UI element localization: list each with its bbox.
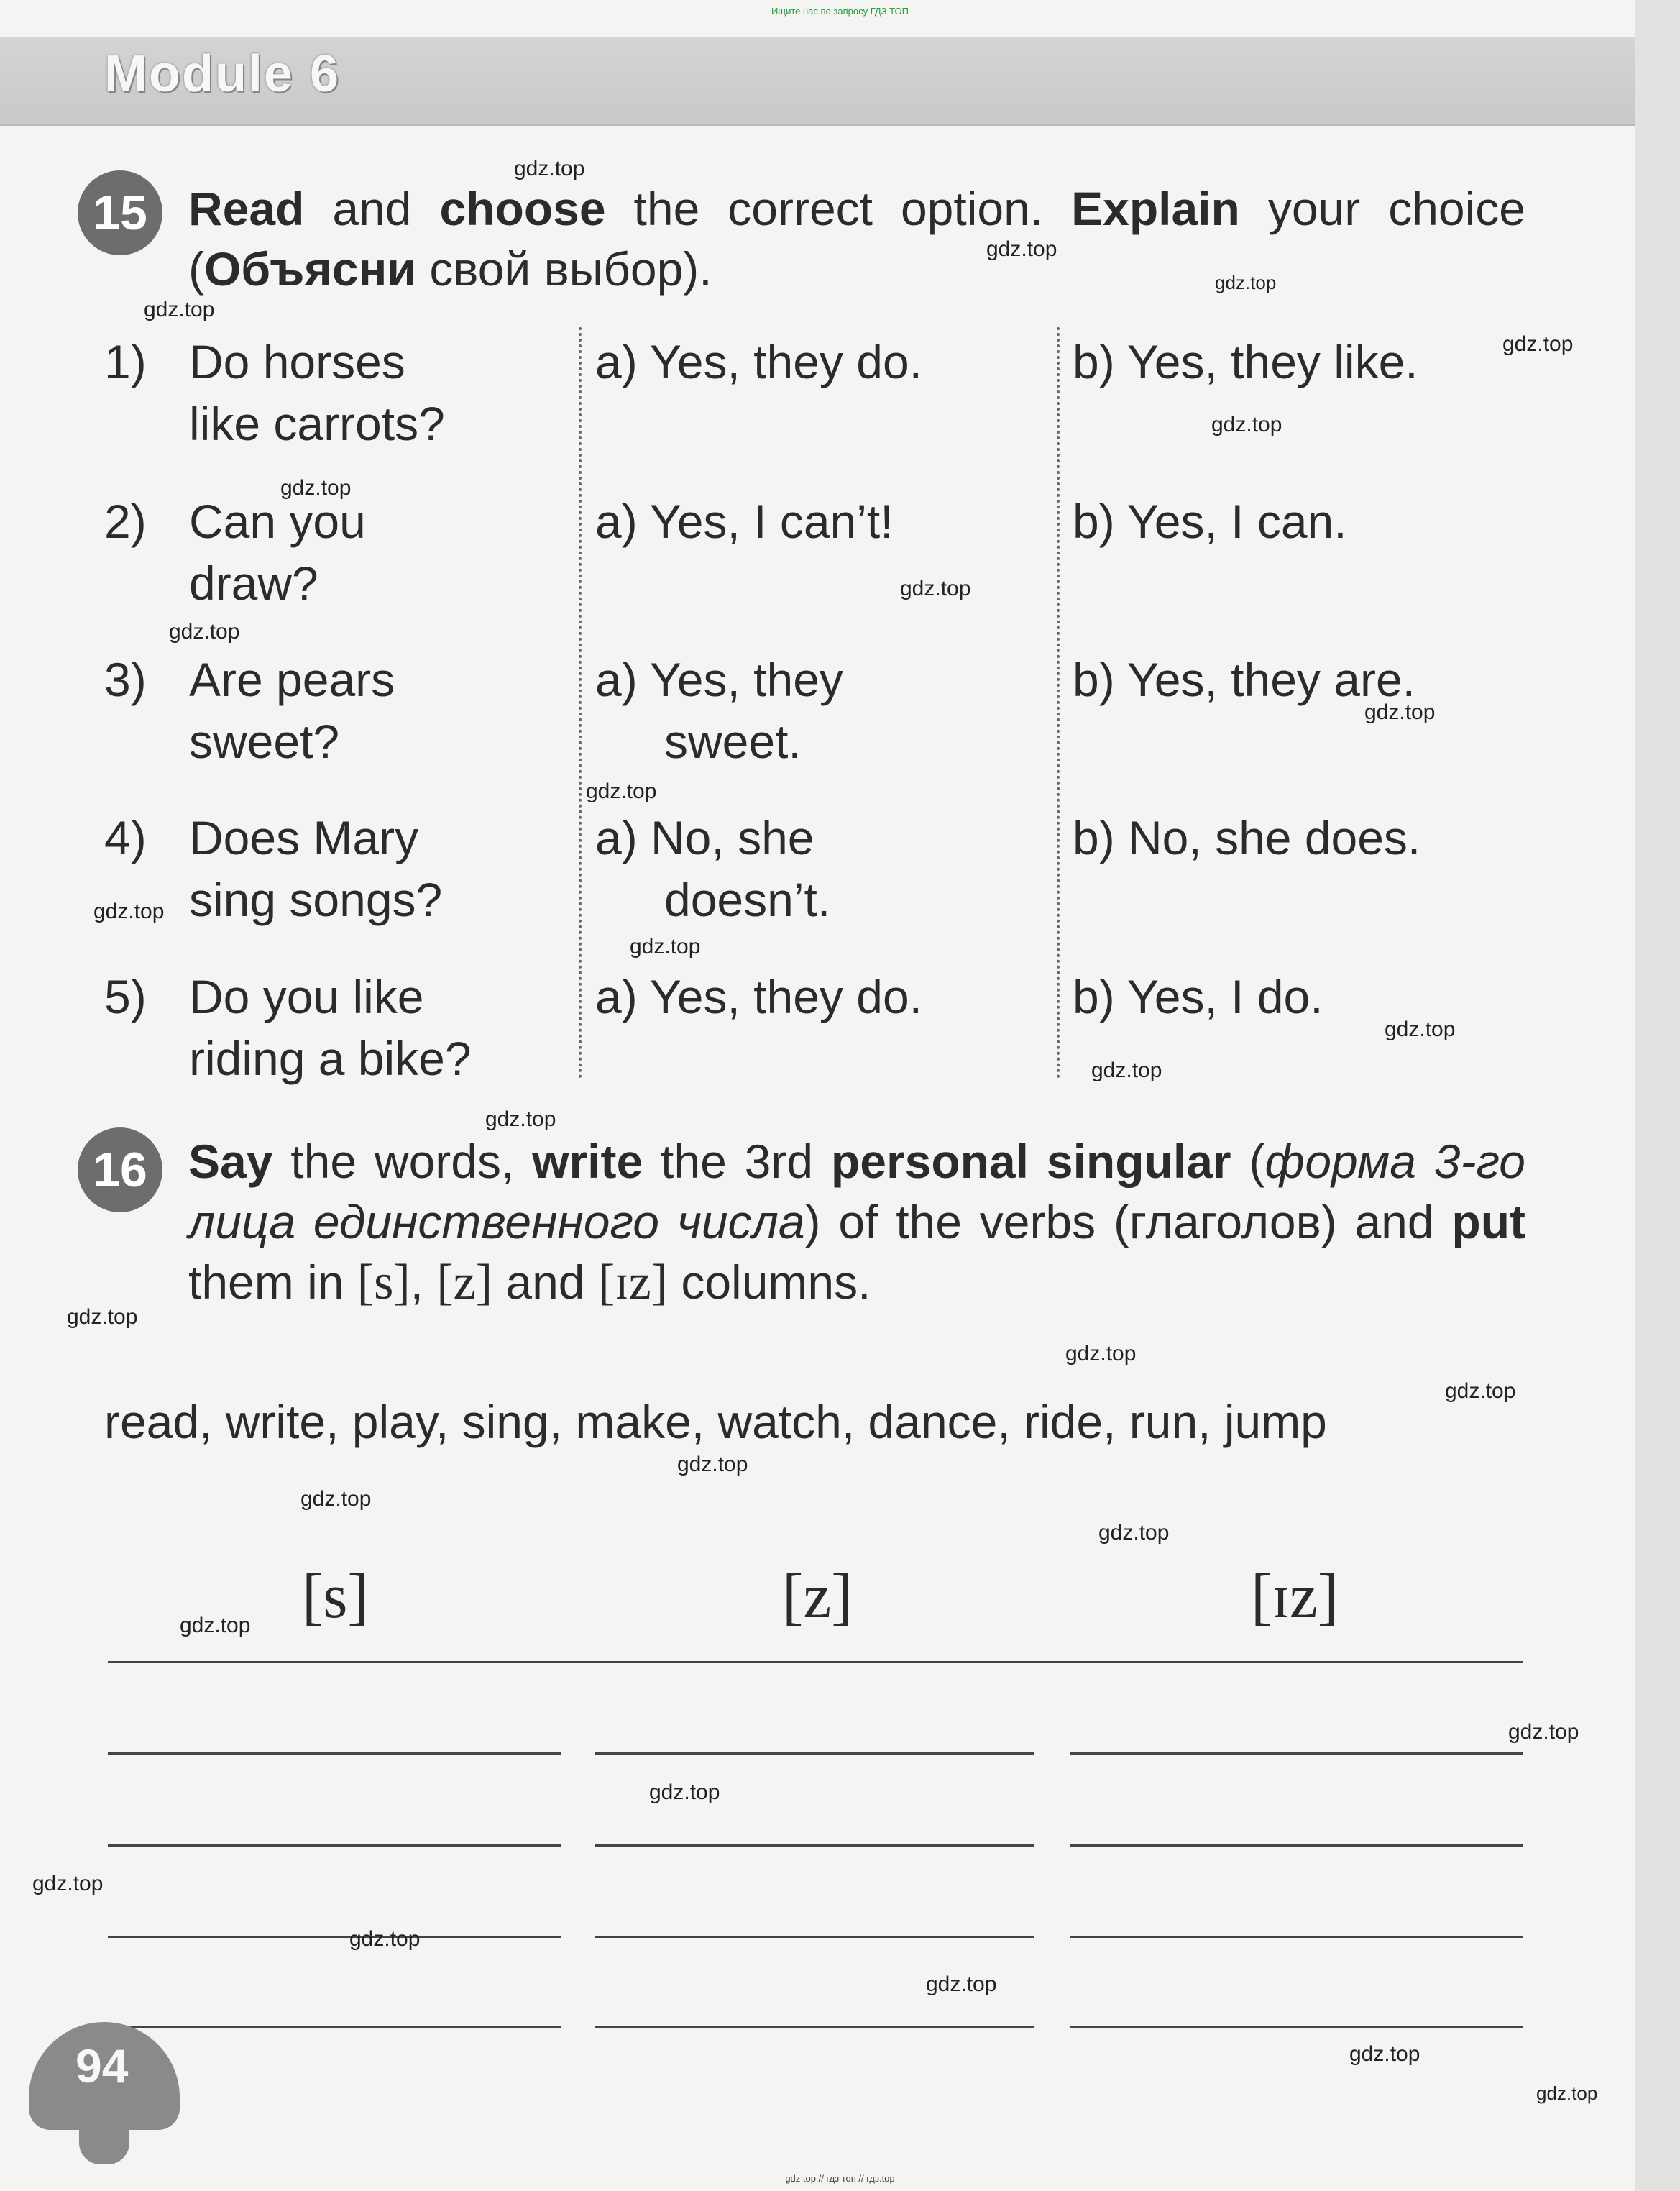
word-obyasni: Объясни	[203, 242, 416, 296]
page-number: 94	[75, 2039, 129, 2092]
page-number-tab-stem	[79, 2107, 129, 2164]
exercise-15-instruction: Read and choose the correct option. Explain your choice (Объясни свой выбор).	[188, 182, 1525, 296]
watermark: gdz.top	[1215, 272, 1277, 293]
option-4b: b) No, she does.	[1073, 811, 1421, 864]
watermark: gdz.top	[1098, 1521, 1170, 1545]
column-heading-z: [z]	[782, 1562, 853, 1632]
answer-line-s[interactable]	[108, 1752, 561, 1755]
watermark: gdz.top	[1364, 700, 1436, 724]
exercise-16-instruction: Say the words, write the 3rd personal singular (форма 3-го лица единственного числа) of the verbs (глаголов) and put them in [s], [z] and [ɪz] columns.	[188, 1135, 1526, 1310]
watermark: gdz.top	[1536, 2082, 1598, 2104]
exercise-15-number: 15	[78, 170, 162, 255]
answer-line-s[interactable]	[108, 2026, 561, 2028]
watermark: gdz.top	[900, 577, 971, 600]
word-choose: choose	[439, 182, 606, 235]
watermark: gdz.top	[93, 900, 165, 923]
watermark: gdz.top	[1385, 1017, 1456, 1041]
answer-line-iz[interactable]	[1070, 1936, 1523, 1938]
watermark: gdz.top	[169, 620, 240, 644]
answer-line[interactable]	[108, 1661, 1523, 1663]
russian-gloss: форма 3-го лица единственного числа	[188, 1135, 1525, 1248]
answer-line-iz[interactable]	[1070, 1844, 1523, 1847]
watermark: gdz.top	[926, 1972, 997, 1996]
top-note: Ищите нас по запросу ГДЗ ТОП	[771, 6, 909, 17]
module-title: Module 6	[104, 45, 341, 103]
watermark: gdz.top	[1091, 1058, 1162, 1082]
watermark: gdz.top	[1065, 1342, 1137, 1366]
answer-line-z[interactable]	[595, 1844, 1034, 1847]
watermark: gdz.top	[144, 298, 215, 321]
question-4: 4) Does Mary sing songs?	[104, 811, 443, 926]
question-2: 2) Can you draw?	[104, 495, 366, 610]
watermark: gdz.top	[67, 1305, 138, 1329]
word-personal-singular: personal singular	[830, 1135, 1231, 1188]
word-put: put	[1451, 1195, 1526, 1248]
answer-line-z[interactable]	[595, 1752, 1034, 1755]
watermark: gdz.top	[649, 1780, 720, 1804]
watermark: gdz.top	[630, 935, 701, 959]
watermark: gdz.top	[1211, 413, 1282, 436]
option-1a: a) Yes, they do.	[595, 335, 923, 388]
watermark: gdz.top	[485, 1107, 556, 1131]
watermark: gdz.top	[677, 1453, 748, 1476]
option-5b: b) Yes, I do.	[1073, 970, 1323, 1023]
option-3b: b) Yes, they are.	[1073, 653, 1415, 706]
answer-line-z[interactable]	[595, 2026, 1034, 2028]
watermark: gdz.top	[180, 1614, 251, 1637]
question-3: 3) Are pears sweet?	[104, 653, 395, 768]
column-divider-2	[1057, 327, 1060, 1079]
option-2a: a) Yes, I can’t!	[595, 495, 894, 548]
watermark: gdz.top	[280, 476, 352, 500]
answer-line-s[interactable]	[108, 1936, 561, 1938]
watermark: gdz.top	[1349, 2042, 1420, 2066]
answer-line-z[interactable]	[595, 1936, 1034, 1938]
word-read: Read	[188, 182, 305, 235]
column-heading-iz: [ɪz]	[1251, 1562, 1339, 1632]
watermark: gdz.top	[586, 779, 657, 803]
question-5: 5) Do you like riding a bike?	[104, 970, 472, 1085]
page-edge	[1635, 0, 1680, 2191]
watermark: gdz.top	[1445, 1379, 1516, 1403]
option-4a: a) No, she doesn’t.	[595, 811, 831, 926]
option-1b: b) Yes, they like.	[1073, 335, 1418, 388]
option-3a: a) Yes, they sweet.	[595, 653, 843, 768]
watermark: gdz.top	[986, 237, 1057, 261]
option-2b: b) Yes, I can.	[1073, 495, 1347, 548]
answer-line-iz[interactable]	[1070, 1752, 1523, 1755]
watermark: gdz.top	[349, 1927, 421, 1951]
watermark: gdz.top	[1508, 1720, 1579, 1744]
option-5a: a) Yes, they do.	[595, 970, 923, 1023]
word-explain: Explain	[1071, 182, 1240, 235]
answer-line-s[interactable]	[108, 1844, 561, 1847]
word-say: Say	[188, 1135, 273, 1188]
exercise-16-number: 16	[78, 1127, 162, 1212]
bottom-note: gdz top // гдз топ // гдз.top	[785, 2173, 895, 2184]
column-divider-1	[579, 327, 582, 1079]
watermark: gdz.top	[1502, 332, 1574, 356]
word-write: write	[532, 1135, 643, 1188]
question-1: 1) Do horses like carrots?	[104, 335, 445, 450]
answer-line-iz[interactable]	[1070, 2026, 1523, 2028]
watermark: gdz.top	[300, 1487, 372, 1511]
word-list: read, write, play, sing, make, watch, dance, ride, run, jump	[104, 1395, 1327, 1448]
column-heading-s: [s]	[302, 1562, 369, 1632]
watermark: gdz.top	[514, 157, 585, 180]
watermark: gdz.top	[32, 1872, 104, 1895]
